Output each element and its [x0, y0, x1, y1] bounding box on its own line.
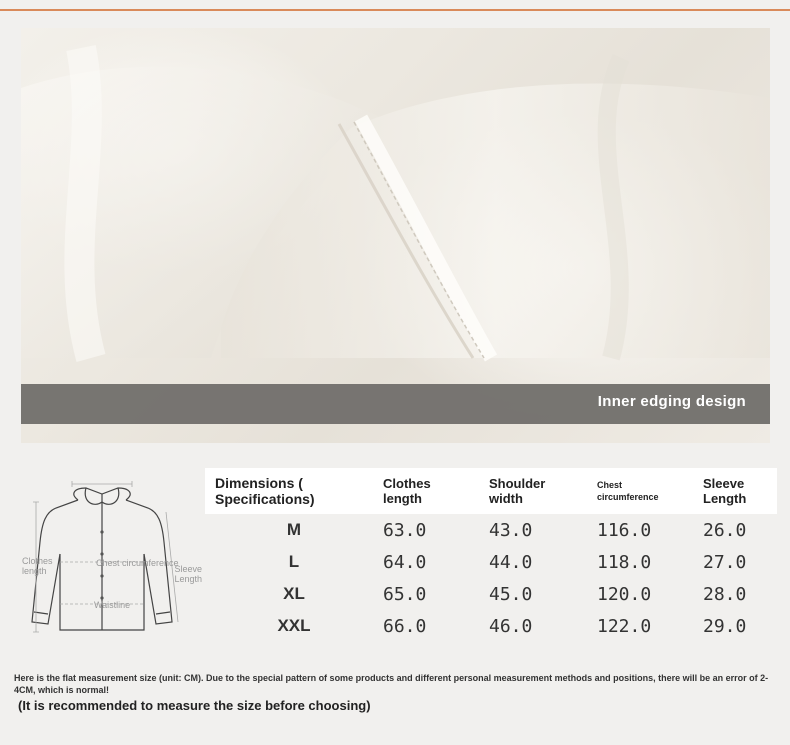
sleeve-length-label: Sleeve Length	[174, 564, 202, 584]
sleeve-value: 29.0	[703, 615, 747, 637]
size-label: XXL	[277, 616, 311, 635]
size-table-header	[205, 468, 777, 514]
chest-value: 118.0	[597, 551, 652, 573]
chest-circumference-label: Chest circumference	[96, 558, 179, 568]
chest-value: 120.0	[597, 583, 652, 605]
measurement-note: Here is the flat measurement size (unit: CM). Due to the special pattern of some products and different personal measurement methods and positions, there will be an error of 2-4CM, which is normal!	[14, 673, 769, 695]
photo-caption: Inner edging design	[597, 393, 746, 410]
sleeve-value: 26.0	[703, 519, 747, 541]
size-label: XL	[283, 584, 305, 603]
size-row-l	[205, 546, 777, 578]
sleeve-value: 27.0	[703, 551, 747, 573]
shoulder-width-value: 44.0	[489, 551, 533, 573]
clothes-length-value: 66.0	[383, 615, 427, 637]
shoulder-width-value: 45.0	[489, 583, 533, 605]
clothes-length-value: 64.0	[383, 551, 427, 573]
chest-value: 116.0	[597, 519, 652, 541]
size-row-xl	[205, 578, 777, 610]
shoulder-width-header: Shoulder width	[489, 476, 546, 506]
clothes-length-header: Clothes length	[383, 476, 431, 506]
chest-header: Chest circumference	[597, 480, 659, 502]
clothes-length-value: 63.0	[383, 519, 427, 541]
clothes-length-value: 65.0	[383, 583, 427, 605]
fabric-detail-photo	[21, 28, 770, 443]
clothes-length-label: Clothes length	[22, 556, 53, 576]
top-accent-line	[0, 9, 790, 11]
sleeve-header: Sleeve Length	[703, 476, 747, 506]
size-label: L	[288, 552, 300, 571]
dimensions-header: Dimensions ( Specifications)	[215, 475, 315, 507]
caption-band	[21, 384, 770, 424]
waistline-label: Waistline	[94, 600, 131, 610]
fabric-drape-illustration	[21, 28, 770, 443]
size-row-xxl	[205, 610, 777, 642]
chest-value: 122.0	[597, 615, 652, 637]
size-label: M	[286, 520, 302, 539]
recommendation-text: (It is recommended to measure the size before choosing)	[18, 698, 371, 713]
shoulder-width-value: 43.0	[489, 519, 533, 541]
sleeve-value: 28.0	[703, 583, 747, 605]
size-table	[205, 468, 777, 642]
measurement-diagram	[16, 472, 202, 642]
shoulder-width-value: 46.0	[489, 615, 533, 637]
size-row-m	[205, 514, 777, 546]
